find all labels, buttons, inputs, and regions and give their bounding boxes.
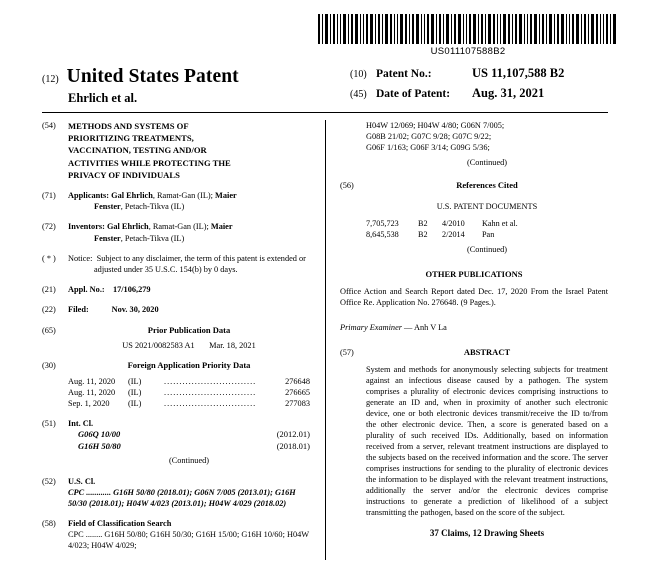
field-code-10: (10): [350, 69, 367, 80]
leader-dots: ..............................: [164, 387, 257, 397]
applicant-name-2a: Maier: [215, 191, 237, 201]
int-cl-body: [68, 418, 310, 466]
applicant-name-1: Gal Ehrlich: [111, 191, 153, 201]
foreign-date: Aug. 11, 2020: [68, 376, 116, 386]
field-code-71: (71): [42, 191, 56, 201]
inventor-name-2a: Maier: [210, 222, 233, 232]
primary-examiner-block: [340, 322, 608, 333]
patent-number-value: US 11,107,588 B2: [472, 66, 565, 80]
applicant-addr-1: , Ramat-Gan (IL);: [152, 191, 216, 201]
field-code-56: (56): [340, 180, 354, 190]
reference-assignee: Kahn et al.: [482, 219, 518, 229]
prior-publication-row: [68, 340, 310, 351]
reference-kind-code: B2: [418, 219, 428, 229]
foreign-priority-field: [42, 360, 310, 409]
applicant-addr-2: , Petach-Tikva (IL): [120, 202, 185, 212]
filed-body: [68, 304, 310, 315]
primary-examiner-name: Anh V La: [413, 323, 447, 333]
patent-date-value: Aug. 31, 2021: [472, 86, 545, 100]
field-code-22: (22): [42, 305, 56, 315]
invention-title: [68, 120, 310, 181]
field-code-58: (58): [42, 519, 56, 529]
title-line: METHODS AND SYSTEMS OF: [68, 121, 189, 131]
header-left: [42, 66, 342, 106]
reference-row: [366, 229, 608, 240]
cpc-continued-line: H04W 12/069; H04W 4/80; G06N 7/005;: [366, 121, 505, 130]
foreign-number: 276648: [285, 376, 310, 386]
inventor-name-1: Gal Ehrlich: [106, 222, 149, 232]
prior-publication-body: [68, 325, 310, 352]
left-column: [42, 120, 310, 561]
int-cl-code: G16H 50/80: [78, 440, 121, 451]
reference-date: 2/2014: [442, 230, 465, 240]
other-publications-text: Office Action and Search Report dated Dec. 17, 2020 From the Israel Patent Office Re. Application No. 276648. (9 Pages.).: [340, 287, 608, 308]
int-cl-continued: (Continued): [168, 456, 210, 466]
field-code-52: (52): [42, 476, 56, 486]
field-code-72: (72): [42, 222, 56, 232]
column-divider: [325, 120, 326, 560]
filed-value: Nov. 30, 2020: [111, 305, 159, 315]
us-cl-text: CPC ............ G16H 50/80 (2018.01); G06N 7/005 (2013.01); G16H 50/30 (2018.01); H04W 4/023 (2013.01); H04W 4/029 (2018.02): [68, 487, 296, 508]
patent-date-row: [350, 86, 608, 101]
int-cl-field: [42, 418, 310, 466]
foreign-number: 276665: [285, 387, 310, 397]
barcode-block: [318, 14, 618, 57]
field-code-65: (65): [42, 325, 56, 335]
field-code-45: (45): [350, 89, 367, 100]
field-of-search-field: [42, 518, 310, 552]
applicants-label: Applicants:: [68, 191, 110, 201]
reference-patent-number: 8,645,538: [366, 230, 399, 240]
prior-publication-number: US 2021/0082583 A1: [122, 340, 195, 350]
foreign-priority-heading: Foreign Application Priority Data: [127, 360, 251, 371]
field-code-21: (21): [42, 285, 56, 295]
applicant-name-2b: Fenster: [94, 202, 121, 212]
other-publications-block: [340, 269, 608, 309]
appl-no-value: 17/106,279: [112, 285, 151, 295]
int-cl-row: [68, 429, 310, 440]
barcode-image: [318, 14, 616, 44]
inventor-addr-1: , Ramat-Gan (IL);: [148, 222, 211, 232]
reference-kind-code: B2: [418, 230, 428, 240]
foreign-priority-row: [68, 398, 310, 409]
int-cl-code: G06Q 10/00: [78, 429, 121, 440]
int-cl-label: Int. Cl.: [68, 419, 94, 429]
claims-summary: 37 Claims, 12 Drawing Sheets: [429, 528, 545, 539]
prior-publication-date: Mar. 18, 2021: [209, 340, 256, 350]
references-cited-heading: References Cited: [456, 179, 518, 190]
leader-dots: ..............................: [164, 399, 257, 409]
foreign-number: 277083: [285, 399, 310, 409]
examiner-dash: —: [401, 323, 414, 333]
right-column: [340, 120, 608, 548]
document-header: [42, 66, 608, 106]
field-code-30: (30): [42, 361, 56, 371]
filed-field: [42, 304, 310, 315]
reference-row: [366, 218, 608, 229]
applicants-field: [42, 190, 310, 212]
inventors-field: [42, 221, 310, 243]
cpc-continued-line: G08B 21/02; G07C 9/28; G07C 9/22;: [366, 132, 492, 142]
appl-no-body: [68, 284, 310, 295]
inventors-body: [68, 221, 310, 243]
patent-number-row: [350, 66, 608, 81]
title-line: PRIVACY OF INDIVIDUALS: [68, 169, 180, 180]
int-cl-year: (2012.01): [276, 429, 310, 440]
leader-dots: ..............................: [164, 376, 257, 386]
foreign-country: (IL): [128, 387, 142, 397]
notice-body: [68, 253, 310, 275]
title-line: ACTIVITIES WHILE PROTECTING THE: [68, 157, 231, 168]
references-cited-field: [340, 180, 608, 255]
cpc-continued-label: (Continued): [466, 157, 508, 167]
foreign-priority-row: [68, 387, 310, 398]
abstract-body-wrap: [366, 347, 608, 539]
foreign-country: (IL): [128, 399, 142, 409]
patent-number-label: Patent No.:: [376, 68, 432, 80]
header-divider: [42, 112, 608, 113]
patent-date-label: Date of Patent:: [376, 88, 451, 100]
us-cl-body: [68, 476, 310, 510]
field-of-search-text: CPC ........ G16H 50/80; G16H 50/30; G16H 15/00; G16H 10/60; H04W 4/023; H04W 4/029;: [68, 530, 309, 551]
inventors-label: Inventors:: [68, 222, 105, 232]
field-code-12: (12): [42, 74, 59, 85]
header-right: [350, 66, 608, 106]
reference-patent-number: 7,705,723: [366, 219, 399, 229]
primary-examiner-label: Primary Examiner: [340, 323, 402, 333]
field-code-57: (57): [340, 348, 354, 358]
filed-label: Filed:: [68, 305, 89, 315]
notice-field: [42, 253, 310, 275]
appl-no-field: [42, 284, 310, 295]
page-title: United States Patent: [66, 66, 239, 87]
appl-no-label: Appl. No.:: [68, 285, 105, 295]
foreign-date: Sep. 1, 2020: [68, 399, 110, 409]
applicants-body: [68, 190, 310, 212]
us-cl-field: [42, 476, 310, 510]
int-cl-row: [68, 441, 310, 452]
field-code-51: (51): [42, 419, 56, 429]
references-continued-label: (Continued): [466, 244, 508, 254]
cpc-continued-block: [340, 120, 608, 168]
barcode-number: US011107588B2: [430, 46, 506, 57]
notice-text: Subject to any disclaimer, the term of this patent is extended or adjusted under 35 U.S.C. 154(b) by 0 days.: [94, 253, 306, 274]
foreign-priority-row: [68, 376, 310, 387]
us-cl-label: U.S. Cl.: [68, 476, 96, 486]
other-publications-heading: OTHER PUBLICATIONS: [425, 268, 523, 279]
inventor-addr-2: , Petach-Tikva (IL): [120, 233, 185, 243]
abstract-text: System and methods for anonymously selecting subjects for treatment against an infectious disease caused by a pathogen. The system comprises a plurality of electronic devices comprising instructions to generate an ID and, when in proximity of another such electronic device, one or both electronic devices transmit/receive the ID to/from the other electronic device. Then, a score is generated based on a plurality of such received IDs. Additionally, based on information received from a server, relevant treatment instructions are displayed to the subjects based on the received information and the score. The server comprises instructions for sending to the plurality of electronic devices the information to be displayed with the relevant treatment instructions, additionally the server and/or the electronic devices comprise instructions to generate a prediction of likelihood of a subject transmitting the pathogen, based on the score of the subject.: [366, 364, 608, 518]
reference-date: 4/2010: [442, 219, 465, 229]
references-cited-body: [366, 180, 608, 255]
reference-assignee: Pan: [482, 230, 495, 240]
inventor-name-2b: Fenster: [94, 233, 121, 243]
notice-label: Notice:: [68, 253, 93, 263]
int-cl-year: (2018.01): [276, 440, 310, 451]
foreign-date: Aug. 11, 2020: [68, 387, 116, 397]
prior-publication-heading: Prior Publication Data: [147, 324, 231, 335]
field-code-asterisk: ( * ): [42, 253, 56, 263]
invention-title-field: [42, 120, 310, 181]
title-line: PRIORITIZING TREATMENTS,: [68, 133, 194, 144]
prior-publication-field: [42, 325, 310, 352]
title-line: VACCINATION, TESTING AND/OR: [68, 145, 207, 156]
body-columns: [42, 120, 608, 560]
us-patent-documents-heading: U.S. PATENT DOCUMENTS: [436, 202, 538, 212]
foreign-priority-body: [68, 360, 310, 409]
foreign-country: (IL): [128, 376, 142, 386]
field-code-54: (54): [42, 121, 56, 130]
inventor-line: Ehrlich et al.: [68, 91, 138, 105]
abstract-field: [340, 347, 608, 539]
cpc-continued-line: G06F 1/163; G06F 3/14; G09G 5/36;: [366, 143, 490, 153]
field-of-search-label: Field of Classification Search: [68, 519, 172, 529]
field-of-search-body: [68, 518, 310, 552]
abstract-heading: ABSTRACT: [463, 347, 511, 358]
